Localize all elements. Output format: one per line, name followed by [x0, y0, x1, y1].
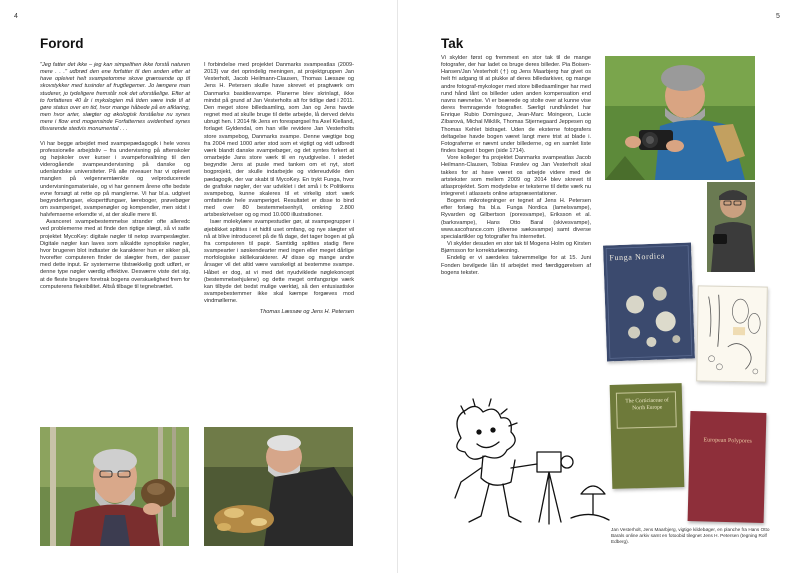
- book-funga-title: Funga Nordica: [609, 251, 666, 263]
- paragraph: Vi skylder desuden en stor tak til Mogens Holm og Kirsten Bjørnsson for korrekturlæsning.: [441, 241, 591, 255]
- book-corticiaceae: [610, 383, 685, 489]
- paragraph: Bogens mikrotegninger er tegnet af Jens H. Petersen efter forlæg fra bl.a. Funga Nordica (lamelsvampe), Ryvarden og Gilbertson (poresvampe), Eriksson et al. (barksvampe), Hans Otto Baral (skivesvampe), www.ascofrance.com (diverse sæksvampe) samt diverse specialartikler og fotografier fra internettet.: [441, 198, 591, 240]
- opening-quote: "Jeg fatter det ikke – jeg kan simpelthen ikke forstå naturen mere . . ." udbrød den ene forfatter til den anden efter at have opleivet helt svampetomme skove grænsende op til skovstykker med tusinder af frugtlegemer. Jo længere man studerer, jo tydeligere fremstår nok det uforståelige. Efter at to forfatteres 40 år i mykologien må tiden være inde til at gøre status over en tid, hvor mange håbede på en afklaring, men hvor arter, slægter og økologisk forståelse nu synes mere i flow end mogensinde Forfatternes uvidenhed synes tilsvarende stedvis monumental . . .: [40, 62, 190, 133]
- forord-column-1: [40, 62, 190, 291]
- cartoon-photographer-drawing: [441, 398, 611, 533]
- book-funga-nordica: [603, 242, 695, 361]
- paragraph: Vi har begge arbejdet med svampepædagogik i hele vores professionelle arbejdsliv – fra undervisning på aftenskoler og højskoler over kurser i svampeforvaltning til den viderogående svampeundervisning på danske og udenlandske universiteter. På alle niveauer har vi oplevet manglen på velgennemtænkte og velproducerede undervisningsmateriale, og vi har gennem årene ofte bedste evne forsøgt at rette op på manglerne. Vi har bl.a. udgivet begynderfungaer, eksperttfungaer, læreboger, prøvebøger om svamperiget, svampenøgler og kompendier, men sidst i halvfemserne erkendte vi, at der skulle mere til.: [40, 140, 190, 219]
- photo-photographer-with-camera: [605, 56, 755, 180]
- page-number-left: 4: [14, 13, 18, 20]
- plate-microscopy-drawing: [696, 285, 768, 382]
- tak-column: [441, 55, 591, 277]
- photo-caption: Jan Vesterholt, Jens Maarbjerg, vigtige kildebøger, en planche fra Hans Otto Barals online arkiv samt en fotoobid tilegnet Jens H. Petersen (tegning Rolf Edberg).: [611, 527, 770, 544]
- paragraph: Avanceret svampebestemmelse strander ofte alleredc ved problemerne med at finde den rigtige slægt, så vi satte projektet MycoKey: digitale nøgler til netop svampeslægter. Digitale nøgler kan laves som såkaldte synoptiske nøgler, hvor brugeren blot indtaster de karakterer hun er sikker på, hvorefter computeren finder de slægter frem, der passer med dette input. Er systemerne tilstrækkelig godt udført, er denne type nøgler værdig effektive. Desværre viste det sig, at de fleste brugere foretrak bogens overskuelighed frem for computerens fleksibilitet. Altså tilbage til tegnebrættet.: [40, 219, 190, 290]
- paragraph: Endelig er vi særdeles taknemmelige for at 15. Juni Fonden bevilgede lån til arbejdet med færdiggørelsen af bogens tekster.: [441, 255, 591, 276]
- heading-tak: Tak: [441, 36, 464, 51]
- paragraph: Især molekylære svampestudier gør, at svampegrupper i øjeblikket splittes i et hidtil uset omfang, og nye slægter vil nå at blive introduceret på de få dage, det tager bogen at gå fra computeren til papir. Samtidig splittes stadig flere svampearter i søskendearter med ingen eller meget dårlige morfologiske skillekarakterer. Af disse og mange andre årsager vil det altid være vanskeligt at bestemme svampe. Håbet er dog, at vi med det nyudviklede nøglekoncept (bestemmelsehjulene) og dette meget omfangsrige værk kan tilbyde det bedst mulige værktøj, så den entusiastiske svampebestemmer ikke skal kæmpe forgæves mod vindmøllerne.: [204, 219, 354, 305]
- forord-column-2: [204, 62, 354, 316]
- book-corticiaceae-title: The Corticiaceae of North Europe: [625, 397, 669, 412]
- photo-man-with-mushroom: [40, 427, 189, 546]
- page-number-right: 5: [776, 13, 780, 20]
- paragraph: Vore kolleger fra projektet Danmarks svampeatlas Jacob Heilmann-Clausen, Tobias Frøslev og Jan Vesterholt skal takkes for at have været os arbejde videre med de artstekster som mellem 2009 og 2014 blev skrevet til atlasprojektet. Som modydelse er teksterne til dette værk nu integreret i atlassets online artspræsentationer.: [441, 155, 591, 197]
- photo-man-with-cap: [707, 182, 755, 272]
- photo-man-examining-fungi: [204, 427, 353, 546]
- heading-forord: Forord: [40, 36, 84, 51]
- gutter: [397, 0, 398, 573]
- paragraph: Vi skylder først og fremmest en stor tak til de mange fotografer, der har ladet os bruge deres billeder. Pia Boisen-Hansen/Jan Vesterholt (†) og Jens Maarbjerg har givet os helt fri adgang til at plukke af deres billedarkiver, og mange andre fotograf-mykologer med store billedsamlinger har med rund hånd lånt os billeder uden anden kompensation end navns nævnelse. Vi er beærede og stolte over at kunne vise deres fremragende fotografier. Særligt rundhåndet har Enrique Rubio Domínguez, Jean-Marc Moingeon, Lucie Zíbarová, Michal Mikšík, Thomas Stjernegaard Jeppesen og Thomas Kehlet bidraget. Uden de eksterne fotografers deltagelse havde bogen været langt mere trist at blade i. Fotograferne er nævnt under billederne, og en samlet liste findes bagest i bogen (side 1714).: [441, 55, 591, 155]
- paragraph: I forbindelse med projektet Danmarks svampeatlas (2009-2013) var det oprindelig meningen, at projektgruppen Jan Vesterholt, Jacob Heilmann-Clausen, Thomas Læssøe og Jens H. Petersen skulle have skrevet et pragtværk om Danmarks basidiesvampe. Planerne blev skrinlagt, ikke mindst på grund af Jan Vesterholts alt for tidlige død i 2011. Den meget store billedsamling, som Jan og Jens havde regnet med at skulle bruge til dette arbejde, lå derved delvis ubrugt hen. I 2014 fik Jens en forespørgsel fra Axel Kielland, forlaget Gyldendal, om han ville revidere Jan Vesterholts store svampebog, Danmarks svampe. Denne vægtige bog fra 2004 med 1000 arter stod som et vigtigt og vidt udbredt værk blandt danske svampebøger, og det syntes forkert at omarbejde Jans store værk til en nyudgivelse. I stedet begyndte Jens at pusle med tanken om et nyt, stort bogprojekt, der skulle indarbejde og videreudvikle den pædagogik, der var skabt til MycoKey. En trykt Funga, hvor de grafiske nøgler, der var udviklet i det små i fx Politikens svampebog, kunne skaleres til et virkelig stort værk omfattende hele svamperiget. Resultatet er disse to bind med over 80 bestemmelsenhyll, omkring 2.800 artsbeskrivelser og og mod 10.000 illustrationer.: [204, 62, 354, 219]
- book-polypores-title: European Polypores: [703, 437, 753, 445]
- signature: Thomas Læssøe og Jens H. Petersen: [259, 309, 354, 316]
- book-european-polypores: [688, 411, 767, 523]
